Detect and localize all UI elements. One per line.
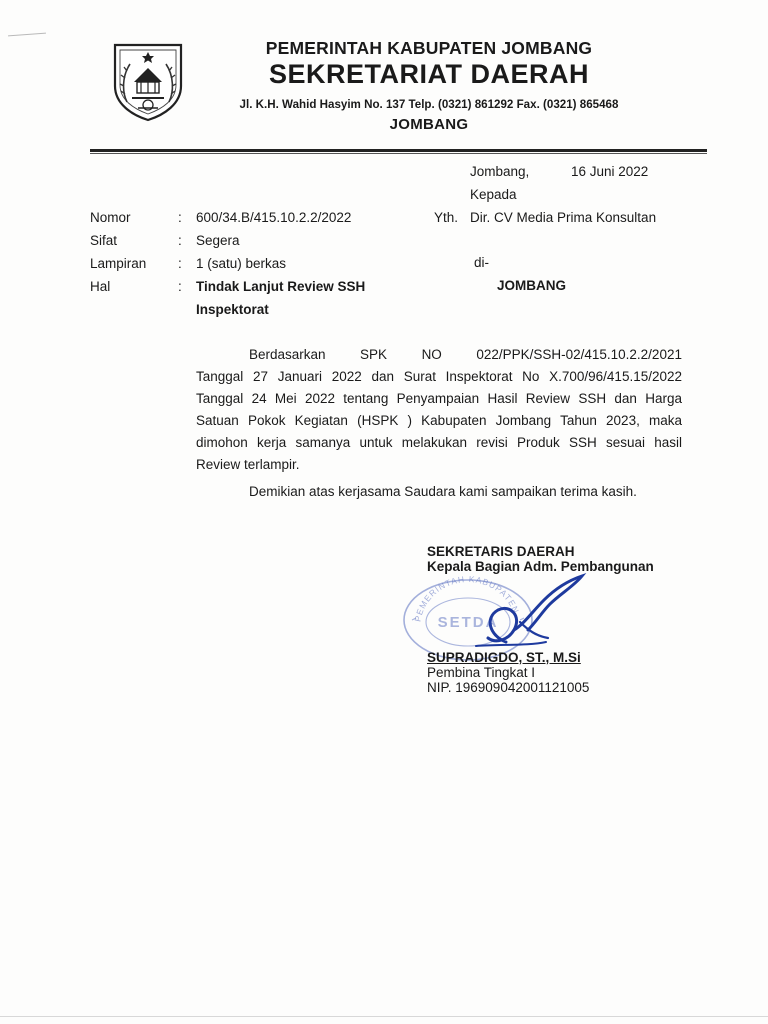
signatory-title: SEKRETARIS DAERAH bbox=[427, 544, 575, 559]
meta-value-hal: Tindak Lanjut Review SSH bbox=[196, 279, 366, 294]
meta-label-lampiran: Lampiran bbox=[90, 256, 147, 271]
body-word: NO bbox=[421, 347, 442, 362]
letterhead-government: PEMERINTAH KABUPATEN JOMBANG bbox=[265, 38, 593, 58]
body-line: dimohon kerja samanya untuk melakukan revisi Produk SSH sesuai hasil bbox=[196, 435, 682, 450]
header-divider bbox=[90, 149, 707, 152]
body-line: Tanggal 24 Mei 2022 tentang Penyampaian Hasil Review SSH dan Harga bbox=[196, 391, 682, 406]
signatory-subtitle: Kepala Bagian Adm. Pembangunan bbox=[427, 559, 654, 574]
meta-sep: : bbox=[178, 279, 182, 294]
stamp-center-text: SETDA bbox=[437, 614, 499, 631]
recipient-kepada: Kepada bbox=[470, 187, 517, 202]
meta-label-hal: Hal bbox=[90, 279, 111, 294]
meta-value-nomor: 600/34.B/415.10.2.2/2022 bbox=[196, 210, 352, 225]
meta-value-hal-line2: Inspektorat bbox=[196, 302, 269, 317]
signatory-rank: Pembina Tingkat I bbox=[427, 665, 536, 680]
body-line: Satuan Pokok Kegiatan (HSPK ) Kabupaten Jombang Tahun 2023, maka bbox=[196, 413, 682, 428]
recipient-di: di- bbox=[474, 255, 490, 270]
body-paragraph-1 bbox=[196, 344, 682, 476]
letterhead-address: Jl. K.H. Wahid Hasyim No. 137 Telp. (0321) 861292 Fax. (0321) 865468 bbox=[239, 98, 619, 111]
recipient-name: Dir. CV Media Prima Konsultan bbox=[470, 210, 657, 225]
meta-sep: : bbox=[178, 233, 182, 248]
body-line: Review terlampir. bbox=[196, 457, 300, 472]
meta-sep: : bbox=[178, 210, 182, 225]
body-line: Tanggal 27 Januari 2022 dan Surat Inspektorat No X.700/96/415.15/2022 bbox=[196, 369, 682, 384]
meta-sep: : bbox=[178, 256, 182, 271]
body-word: Berdasarkan bbox=[249, 347, 326, 362]
handwritten-signature bbox=[470, 572, 590, 658]
header-divider-thin bbox=[90, 153, 707, 154]
recipient-yth: Yth. bbox=[434, 210, 459, 225]
letterhead-city: JOMBANG bbox=[389, 116, 469, 133]
meta-value-sifat: Segera bbox=[196, 233, 240, 248]
meta-label-sifat: Sifat bbox=[90, 233, 118, 248]
meta-value-lampiran: 1 (satu) berkas bbox=[196, 256, 287, 271]
signatory-name: SUPRADIGDO, ST., M.Si bbox=[427, 650, 581, 665]
jombang-regency-emblem-icon bbox=[112, 42, 184, 122]
date-place: Jombang, bbox=[470, 164, 530, 179]
body-word: SPK bbox=[360, 347, 388, 362]
letterhead-office: SEKRETARIAT DAERAH bbox=[268, 59, 589, 89]
scan-artifact bbox=[8, 33, 46, 37]
meta-label-nomor: Nomor bbox=[90, 210, 131, 225]
stamp-ring-text: PEMERINTAH KABUPATEN bbox=[412, 573, 522, 623]
scan-edge bbox=[0, 1016, 768, 1017]
signatory-nip: NIP. 196909042001121005 bbox=[427, 680, 590, 695]
recipient-city: JOMBANG bbox=[497, 278, 567, 293]
body-paragraph-2: Demikian atas kerjasama Saudara kami sampaikan terima kasih. bbox=[249, 484, 637, 499]
letter-date: 16 Juni 2022 bbox=[571, 164, 649, 179]
body-line bbox=[196, 344, 682, 366]
body-word: 022/PPK/SSH-02/415.10.2.2/2021 bbox=[476, 347, 682, 362]
